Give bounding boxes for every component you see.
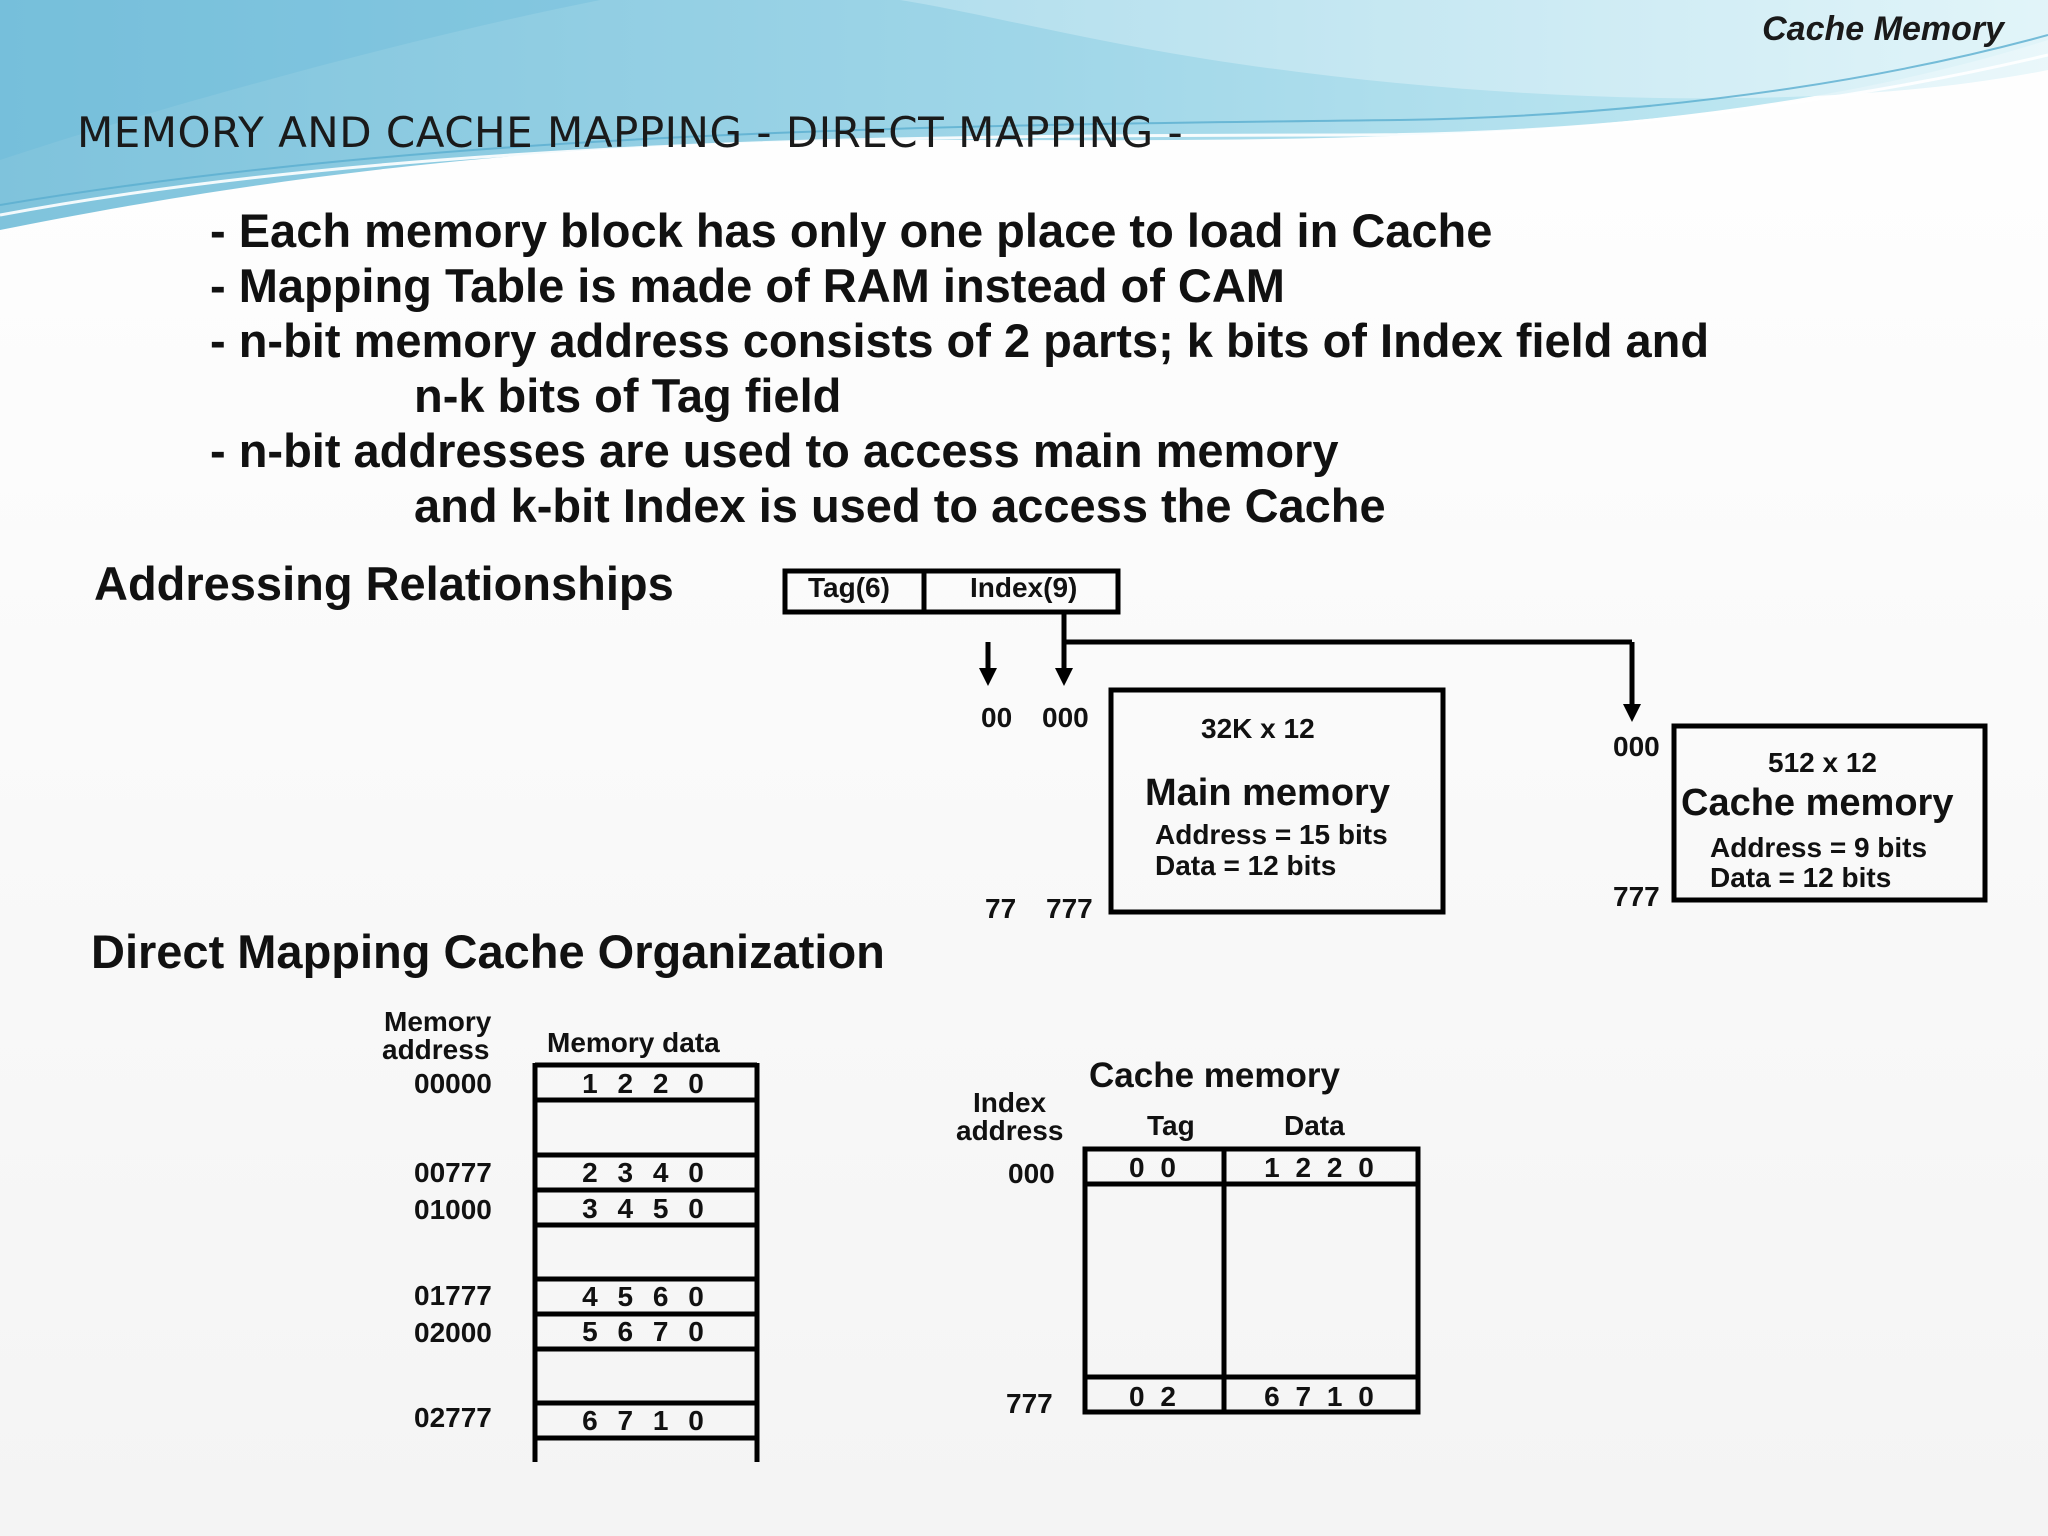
- cache-end-index: 777: [1613, 881, 1660, 912]
- memory-row-data: 3 4 5 0: [582, 1193, 710, 1224]
- main-memory-start-tag: 00: [981, 702, 1013, 733]
- bullet-3-continued: n-k bits of Tag field: [414, 369, 842, 422]
- cache-data-header: Data: [1284, 1110, 1345, 1141]
- main-memory-end-tag: 77: [985, 893, 1017, 924]
- cache-row-tag: 0 2: [1129, 1381, 1180, 1412]
- main-memory-data-bits: Data = 12 bits: [1155, 850, 1337, 881]
- cache-row-tag: 0 0: [1129, 1152, 1180, 1183]
- memory-address-label-line2: address: [382, 1034, 490, 1065]
- memory-row-address: 02000: [414, 1317, 492, 1348]
- memory-row-address: 01000: [414, 1194, 492, 1225]
- main-memory-start-index: 000: [1042, 702, 1089, 733]
- bullet-1: - Each memory block has only one place to load in Cache: [210, 204, 1493, 257]
- cache-arrow-head: [1623, 704, 1641, 722]
- memory-row-data: 2 3 4 0: [582, 1157, 710, 1188]
- cache-memory-name: Cache memory: [1681, 782, 1954, 824]
- index-address-label-line2: address: [956, 1115, 1064, 1146]
- index-arrow-head: [1055, 668, 1073, 686]
- memory-row-address: 02777: [414, 1402, 492, 1433]
- memory-row-data: 5 6 7 0: [582, 1316, 710, 1347]
- memory-row-data: 4 5 6 0: [582, 1281, 710, 1312]
- bullet-4-continued: and k-bit Index is used to access the Cache: [414, 479, 1386, 532]
- cache-table-title: Cache memory: [1089, 1056, 1340, 1095]
- cache-row-data: 6 7 1 0: [1264, 1381, 1378, 1412]
- cache-row-index: 000: [1008, 1158, 1055, 1189]
- index-address-label-line1: Index: [973, 1087, 1047, 1118]
- cache-start-index: 000: [1613, 731, 1660, 762]
- memory-address-label-line1: Memory: [384, 1006, 492, 1037]
- memory-row-data: 1 2 2 0: [582, 1068, 710, 1099]
- tag-field-label: Tag(6): [808, 572, 890, 603]
- bullet-2: - Mapping Table is made of RAM instead of CAM: [210, 259, 1285, 312]
- cache-tag-header: Tag: [1147, 1110, 1195, 1141]
- tag-arrow-head: [979, 668, 997, 686]
- organization-heading: Direct Mapping Cache Organization: [91, 925, 885, 978]
- section-label: Cache Memory: [1762, 10, 2004, 48]
- cache-memory-data-bits: Data = 12 bits: [1710, 862, 1892, 893]
- cache-row-data: 1 2 2 0: [1264, 1152, 1378, 1183]
- slide-title: MEMORY AND CACHE MAPPING - DIRECT MAPPING -: [77, 108, 1184, 157]
- main-memory-address-bits: Address = 15 bits: [1155, 819, 1388, 850]
- cache-table-box: [1085, 1149, 1418, 1412]
- main-memory-name: Main memory: [1145, 772, 1390, 814]
- cache-row-index: 777: [1006, 1388, 1053, 1419]
- memory-row-address: 00777: [414, 1157, 492, 1188]
- main-memory-size: 32K x 12: [1201, 713, 1315, 744]
- addressing-heading: Addressing Relationships: [94, 557, 674, 610]
- memory-row-address: 00000: [414, 1068, 492, 1099]
- main-memory-end-index: 777: [1046, 893, 1093, 924]
- bullet-4: - n-bit addresses are used to access main memory: [210, 424, 1339, 477]
- memory-data-label: Memory data: [547, 1027, 720, 1058]
- cache-memory-size: 512 x 12: [1768, 747, 1877, 778]
- cache-memory-address-bits: Address = 9 bits: [1710, 832, 1928, 863]
- index-field-label: Index(9): [970, 572, 1078, 603]
- memory-row-data: 6 7 1 0: [582, 1405, 710, 1436]
- memory-row-address: 01777: [414, 1280, 492, 1311]
- bullet-3: - n-bit memory address consists of 2 parts; k bits of Index field and: [210, 314, 1710, 367]
